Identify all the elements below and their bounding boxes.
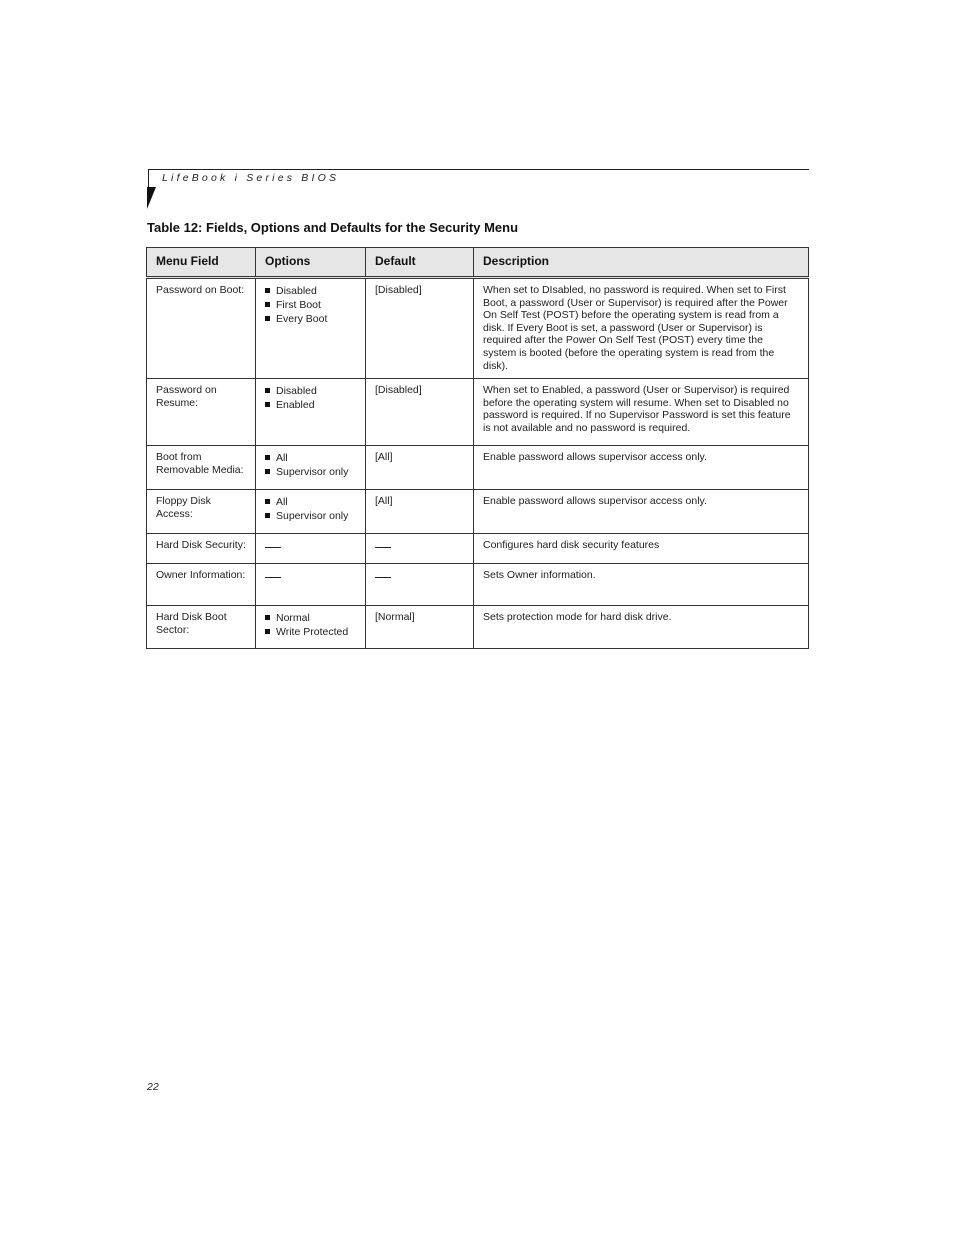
column-header-default: Default	[366, 248, 474, 278]
option-label: Normal	[276, 612, 310, 625]
default-cell: [All]	[366, 446, 474, 490]
bullet-icon	[265, 513, 270, 518]
options-cell	[256, 534, 366, 564]
description-cell: Sets protection mode for hard disk drive.	[474, 606, 809, 649]
options-list	[265, 495, 356, 523]
bullet-icon	[265, 388, 270, 393]
list-item	[265, 384, 356, 398]
options-cell	[256, 490, 366, 534]
bullet-icon	[265, 615, 270, 620]
menu-field-cell: Hard Disk Boot Sector:	[147, 606, 256, 649]
list-item	[265, 312, 356, 326]
bullet-icon	[265, 455, 270, 460]
options-list	[265, 611, 356, 639]
description-cell: Sets Owner information.	[474, 564, 809, 606]
list-item	[265, 298, 356, 312]
option-label: All	[276, 496, 288, 509]
description-cell: Enable password allows supervisor access only.	[474, 490, 809, 534]
em-dash-icon	[375, 547, 391, 548]
list-item	[265, 611, 356, 625]
option-label: Supervisor only	[276, 510, 349, 523]
table-header-row	[147, 248, 809, 278]
table-row	[147, 606, 809, 649]
option-label: Write Protected	[276, 626, 349, 639]
default-cell: [Disabled]	[366, 379, 474, 446]
default-cell	[366, 564, 474, 606]
option-label: First Boot	[276, 299, 321, 311]
options-cell	[256, 446, 366, 490]
em-dash-icon	[375, 577, 391, 578]
header-vertical-rule	[148, 169, 149, 187]
header-rule	[148, 169, 809, 170]
default-cell	[366, 534, 474, 564]
bullet-icon	[265, 302, 270, 307]
menu-field-cell: Boot from Removable Media:	[147, 446, 256, 490]
option-label: Enabled	[276, 399, 315, 412]
table-row	[147, 564, 809, 606]
table-row	[147, 490, 809, 534]
list-item	[265, 451, 356, 465]
options-cell	[256, 606, 366, 649]
list-item	[265, 495, 356, 509]
menu-field-cell: Password on Resume:	[147, 379, 256, 446]
table-row	[147, 446, 809, 490]
options-list	[265, 451, 356, 479]
description-cell: Configures hard disk security features	[474, 534, 809, 564]
bullet-icon	[265, 499, 270, 504]
option-label: Every Boot	[276, 313, 328, 325]
page-number: 22	[147, 1081, 159, 1093]
description-cell: When set to DIsabled, no password is required. When set to First Boot, a password (User or Supervisor) is required after the Power On Self Test (POST) before the operating system is read from a disk. If Every Boot is set, a password (User or Supervisor) is required after the Power On Self Test (POST) every time the system is booted (before the operating system is read from the disk).	[474, 278, 809, 379]
bullet-icon	[265, 469, 270, 474]
column-header-options: Options	[256, 248, 366, 278]
list-item	[265, 509, 356, 523]
options-list	[265, 284, 356, 326]
description-cell: When set to Enabled, a password (User or Supervisor) is required before the operating system will resume. When set to Disabled no password is required. If no Supervisor Password is set this feature is not available and no password is required.	[474, 379, 809, 446]
options-cell	[256, 564, 366, 606]
default-cell: [Normal]	[366, 606, 474, 649]
option-label: Supervisor only	[276, 466, 349, 479]
options-cell	[256, 278, 366, 379]
bullet-icon	[265, 629, 270, 634]
default-cell: [Disabled]	[366, 278, 474, 379]
description-cell: Enable password allows supervisor access only.	[474, 446, 809, 490]
default-cell: [All]	[366, 490, 474, 534]
table-title: Table 12: Fields, Options and Defaults for the Security Menu	[147, 220, 519, 235]
table-row	[147, 278, 809, 379]
bullet-icon	[265, 402, 270, 407]
list-item	[265, 625, 356, 639]
bullet-icon	[265, 316, 270, 321]
em-dash-icon	[265, 547, 281, 548]
menu-field-cell: Owner Information:	[147, 564, 256, 606]
column-header-menu-field: Menu Field	[147, 248, 256, 278]
list-item	[265, 465, 356, 479]
options-list	[265, 384, 356, 412]
menu-field-cell: Hard Disk Security:	[147, 534, 256, 564]
options-cell	[256, 379, 366, 446]
column-header-description: Description	[474, 248, 809, 278]
table-row	[147, 379, 809, 446]
list-item	[265, 284, 356, 298]
table-row	[147, 534, 809, 564]
running-header: LifeBook i Series BIOS	[162, 172, 340, 184]
option-label: All	[276, 452, 288, 465]
bullet-icon	[265, 288, 270, 293]
menu-field-cell: Floppy Disk Access:	[147, 490, 256, 534]
option-label: Disabled	[276, 285, 317, 297]
option-label: Disabled	[276, 385, 317, 398]
header-wedge-mark	[147, 187, 156, 209]
menu-field-cell: Password on Boot:	[147, 278, 256, 379]
list-item	[265, 398, 356, 412]
security-menu-table	[146, 247, 809, 649]
em-dash-icon	[265, 577, 281, 578]
